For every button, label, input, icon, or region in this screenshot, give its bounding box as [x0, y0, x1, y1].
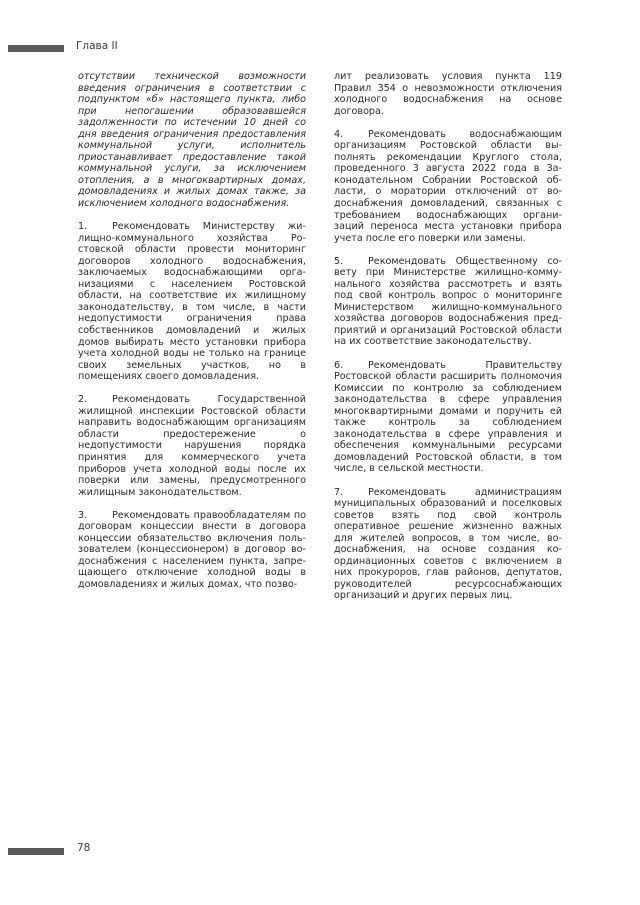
recommendation-5	[334, 256, 562, 348]
recommendation-6	[334, 360, 562, 475]
recommendation-7	[334, 487, 562, 602]
item-number: 3.	[78, 509, 88, 521]
recommendation-1	[78, 221, 306, 383]
item-number: 1.	[78, 221, 88, 233]
intro-paragraph: отсутствии технической возможности введения ограничения в соответствии с подпунктом «б» настоящего пункта, либо при непогашении образовавшейся задолженности по истечении 10 дней со дня введения ограничения предоставления коммунальной услуги, исполнитель приостанавливает предоставление такой коммунальной услуги, за исключением отопления, а в многоквартирных домах, домовладениях и жилых домах также, за исключением холодного водоснабжения.	[78, 71, 306, 210]
recommendation-4	[334, 129, 562, 244]
item-number: 4.	[334, 128, 344, 140]
recommendation-3	[78, 510, 306, 591]
item-text: Рекомендовать Правительству Ростовской области расширить полномочия Комиссии по контролю за соблюдением законодательства в сфере управления многоквартирными домами и поручить ей также контроль за соблюдением законодательства в сфере управления и обеспечения коммунальными ресурсами домовладений Ростовской области, в том числе, в сельской местности.	[334, 359, 562, 475]
footer-bar	[8, 848, 64, 855]
item-text: Рекомендовать водоснабжающим организациям Ростовской области выполнять рекомендации Круглого стола, проведенного 3 августа 2022 года в Законодательном Собрании Ростовской области, о моратории отключений от водоснабжения домовладений, связанных с требованием водоснабжающих организаций переноса места установки прибора учета после его поверки или замены.	[334, 128, 562, 244]
item-number: 5.	[334, 255, 344, 267]
continuation-paragraph: лит реализовать условия пункта 119 Правил 354 о невозможности отключения холодного водоснабжения на основе договора.	[334, 71, 562, 117]
item-text: Рекомендовать Министерству жилищно-коммунального хозяйства Ростовской области провести мониторинг договоров холодного водоснабжения, заключаемых водоснабжающими организациями с населением Ростовской области, на соответствие их жилищному законодательству, в том числе, в части недопустимости ограничения права собственников домовладений и жилых домов выбирать место установки прибора учета холодной воды не только на границе своих земельных участков, но в помещениях своего домовладения.	[78, 221, 306, 383]
recommendation-2	[78, 394, 306, 498]
left-column	[78, 71, 306, 602]
item-number: 6.	[334, 359, 344, 371]
header-bar	[8, 45, 64, 52]
item-text: Рекомендовать Государственной жилищной инспекции Ростовской области направить водоснабжающим организациям области предостережение о недопустимости нарушения порядка принятия для коммерческого учета приборов учета холодной воды после их поверки или замены, предусмотренного жилищным законодательством.	[78, 394, 306, 498]
item-text: Рекомендовать администрациям муниципальных образований и поселковых советов взять под свой контроль оперативное решение жизненно важных для жителей вопросов, в том числе, водоснабжения, на основе создания координационных советов с включением в них прокуроров, глав районов, депутатов, руководителей ресурсоснабжающих организаций и других первых лиц.	[334, 486, 562, 602]
page-number: 78	[77, 842, 91, 854]
chapter-title: Глава II	[76, 40, 118, 52]
item-number: 2.	[78, 394, 88, 406]
right-column	[334, 71, 562, 613]
item-text: Рекомендовать правообладателям по договорам концессии внести в договора концессии обязательство включения пользователем (концессионером) в договор водоснабжения с населением пункта, запрещающего отключение холодной воды в домовладениях и жилых домах, что позво-	[78, 509, 306, 590]
item-text: Рекомендовать Общественному совету при Министерстве жилищно-коммунального хозяйства рассмотреть и взять под свой контроль вопрос о мониторинге Министерством жилищно-коммунального хозяйства договоров водоснабжения предприятий и организаций Ростовской области на их соответствие законодательству.	[334, 255, 562, 348]
item-number: 7.	[334, 486, 344, 498]
